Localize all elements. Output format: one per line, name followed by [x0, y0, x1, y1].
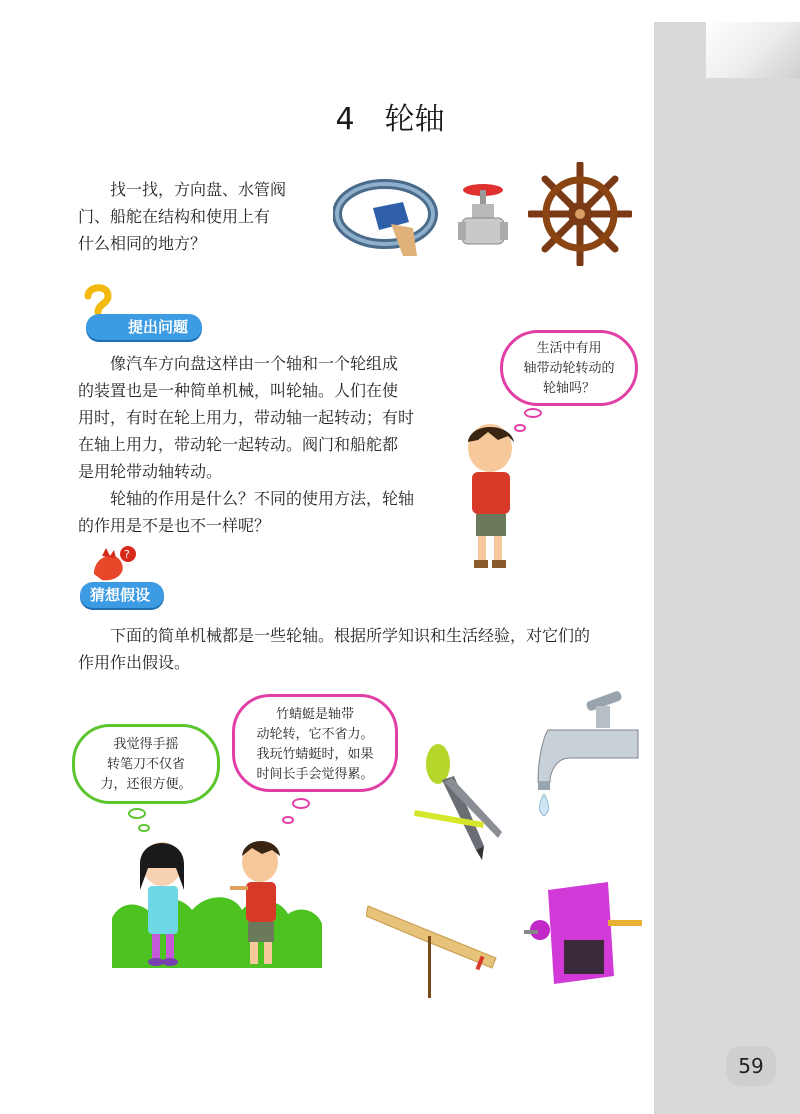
question-line: 轮轴的作用是什么？不同的使用方法，轮轴 — [110, 489, 415, 508]
bamboo-dragonfly-illustration — [366, 892, 498, 1002]
bubble-line: 轴带动轮转动的 — [523, 361, 615, 376]
girl-thought-bubble — [72, 724, 220, 804]
pencil-sharpener-illustration — [524, 880, 644, 990]
thought-dot — [282, 816, 294, 824]
question-line: 用时，有时在轮上用力，带动轴一起转动；有时 — [78, 408, 415, 427]
intro-line: 门、船舵在结构和使用上有 — [78, 207, 271, 226]
thought-dot — [292, 798, 310, 809]
page-number: 59 — [726, 1046, 776, 1086]
svg-text:?: ? — [124, 548, 130, 561]
faucet-illustration — [534, 686, 644, 826]
thought-dot — [524, 408, 542, 418]
valve-illustration — [458, 180, 508, 260]
question-line: 的装置也是一种简单机械，叫轮轴。人们在使 — [78, 381, 399, 400]
bubble-line: 生活中有用 — [536, 341, 602, 356]
question-line: 是用轮带动轴转动。 — [78, 462, 223, 481]
children-illustration — [112, 828, 322, 978]
intro-paragraph — [78, 176, 325, 257]
page-curl-decoration — [706, 22, 800, 78]
intro-line: 找一找，方向盘、水管阀 — [110, 180, 287, 199]
bubble-line: 我玩竹蜻蜓时，如果 — [256, 747, 374, 762]
page-title — [260, 94, 520, 138]
bubble-line: 轮轴吗？ — [542, 381, 595, 396]
hypothesis-line: 下面的简单机械都是一些轮轴。根据所学知识和生活经验，对它们的 — [110, 626, 591, 645]
thought-dot — [128, 808, 146, 819]
boy-illustration — [458, 420, 524, 572]
compass-illustration — [414, 742, 514, 862]
question-line: 的作用是不是也不一样呢？ — [78, 516, 271, 535]
bubble-line: 时间长手会觉得累。 — [256, 767, 374, 782]
hypothesis-line: 作用作出假设。 — [78, 653, 191, 672]
question-line: 在轴上用力，带动轮一起转动。阀门和船舵都 — [78, 435, 399, 454]
bubble-line: 动轮转，它不省力。 — [256, 727, 374, 742]
chapter-title: 轮轴 — [384, 102, 445, 137]
bubble-line: 我觉得手摇 — [113, 737, 179, 752]
bubble-line: 转笔刀不仅省 — [106, 757, 185, 772]
chapter-number: 4 — [335, 102, 355, 137]
boy-thought-bubble — [500, 330, 638, 406]
section-badge-question: 提出问题 — [86, 314, 202, 340]
side-tab — [654, 22, 800, 1114]
boy-thought-bubble-2 — [232, 694, 398, 792]
intro-line: 什么相同的地方？ — [78, 234, 207, 253]
bubble-line: 力，还很方便。 — [100, 777, 192, 792]
section-badge-hypothesis: 猜想假设 — [80, 582, 164, 608]
rooster-question-icon — [88, 544, 138, 584]
question-paragraph — [78, 350, 448, 539]
ship-wheel-illustration — [528, 162, 632, 266]
steering-wheel-illustration — [333, 178, 443, 258]
bubble-line: 竹蜻蜓是轴带 — [275, 707, 354, 722]
question-line: 像汽车方向盘这样由一个轴和一个轮组成 — [110, 354, 399, 373]
hypothesis-paragraph — [78, 622, 648, 676]
